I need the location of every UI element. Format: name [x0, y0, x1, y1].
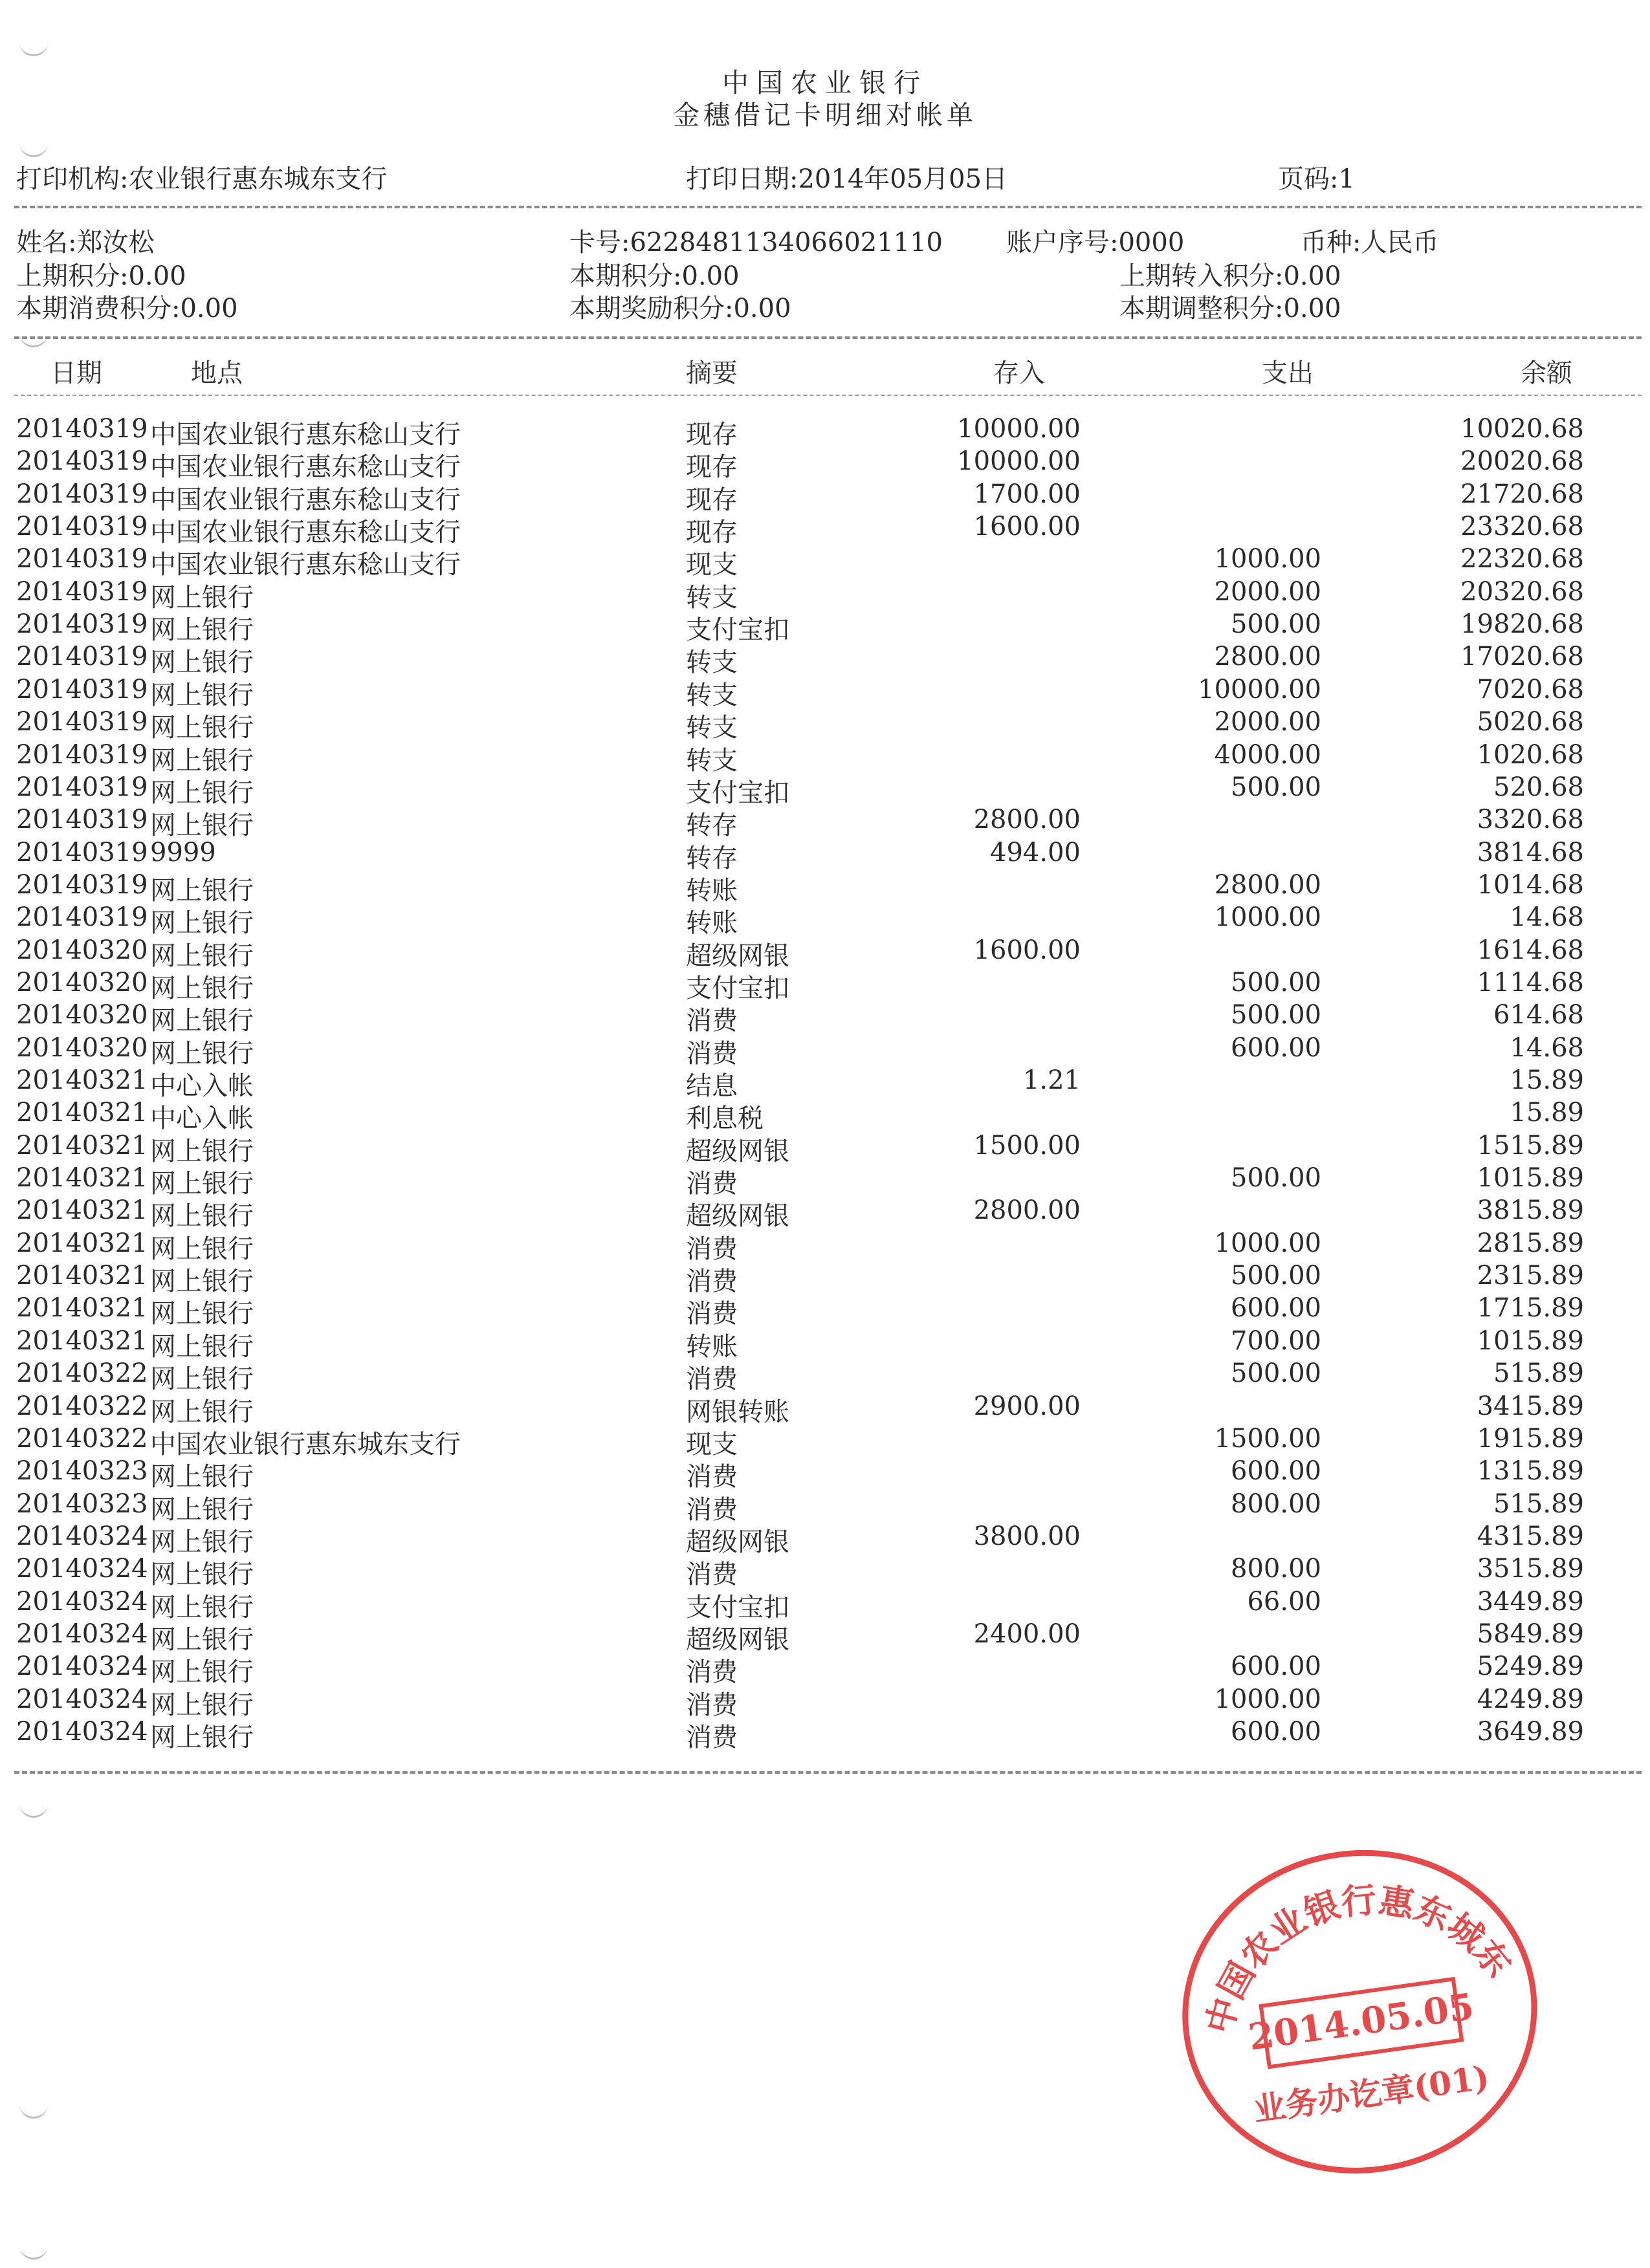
divider	[14, 206, 1642, 208]
account-name: 姓名:郑汝松	[16, 228, 155, 257]
curr-points: 本期积分:0.00	[569, 261, 740, 291]
cell-withdraw: 600.00	[1231, 1032, 1321, 1063]
cell-balance: 5249.89	[1477, 1652, 1584, 1682]
cell-withdraw: 500.00	[1231, 772, 1321, 802]
binder-hole	[19, 2102, 48, 2119]
currency: 币种:人民币	[1301, 228, 1439, 257]
cell-deposit: 1700.00	[973, 479, 1081, 509]
table-row	[0, 1456, 1650, 1492]
table-row	[0, 1130, 1650, 1166]
seal-outer-text: 中国农业银行惠东城东支行	[1198, 1879, 1520, 2038]
col-balance: 余额	[1521, 358, 1572, 388]
cell-summary: 超级网银	[686, 1624, 789, 1655]
cell-deposit: 2900.00	[973, 1391, 1081, 1421]
account-seq: 账户序号:0000	[1006, 228, 1185, 257]
cell-balance: 1014.68	[1477, 869, 1584, 900]
cell-date: 20140319	[16, 642, 148, 672]
table-row	[0, 446, 1650, 483]
cell-withdraw: 4000.00	[1214, 739, 1321, 770]
cell-balance: 1015.89	[1477, 1163, 1584, 1194]
cell-date: 20140320	[16, 967, 148, 998]
bank-name: 中国农业银行	[722, 67, 928, 98]
cell-withdraw: 500.00	[1231, 1261, 1321, 1291]
table-row	[0, 1488, 1650, 1525]
cell-date: 20140321	[16, 1098, 148, 1128]
table-row	[0, 805, 1650, 841]
cell-balance: 15.89	[1510, 1098, 1584, 1128]
cell-place: 网上银行	[150, 1136, 254, 1166]
cell-summary: 消费	[686, 1560, 738, 1590]
cell-withdraw: 1000.00	[1214, 1228, 1321, 1258]
cell-withdraw: 2000.00	[1214, 576, 1321, 607]
print-date: 打印日期:2014年05月05日	[686, 164, 1008, 194]
cell-summary: 超级网银	[686, 941, 789, 971]
table-row	[0, 1325, 1650, 1362]
cell-place: 网上银行	[150, 1397, 254, 1427]
cell-deposit: 494.00	[990, 837, 1081, 867]
cell-summary: 消费	[686, 1494, 738, 1525]
cell-date: 20140319	[16, 479, 148, 509]
cell-summary: 超级网银	[686, 1527, 789, 1557]
cell-date: 20140323	[16, 1488, 148, 1519]
cell-date: 20140324	[16, 1619, 148, 1649]
document-title: 金穗借记卡明细对帐单	[673, 100, 977, 131]
prev-transfer-in-points: 上期转入积分:0.00	[1119, 261, 1341, 291]
cell-deposit: 1500.00	[973, 1130, 1081, 1161]
cell-summary: 消费	[686, 1723, 738, 1752]
table-row	[0, 576, 1650, 613]
cell-date: 20140319	[16, 576, 148, 607]
cell-balance: 14.68	[1510, 902, 1584, 933]
cell-withdraw: 800.00	[1231, 1554, 1321, 1584]
cell-date: 20140321	[16, 1195, 148, 1226]
cell-place: 网上银行	[150, 1364, 254, 1395]
cell-summary: 现支	[686, 1429, 738, 1459]
table-row	[0, 1032, 1650, 1069]
cell-withdraw: 500.00	[1231, 1000, 1321, 1030]
cell-balance: 1020.68	[1477, 739, 1584, 770]
cell-summary: 转存	[686, 843, 738, 873]
cell-balance: 614.68	[1493, 1000, 1584, 1030]
cell-balance: 23320.68	[1460, 512, 1584, 542]
cell-summary: 消费	[686, 1038, 738, 1069]
cell-place: 中心入帐	[150, 1071, 254, 1101]
cell-balance: 10020.68	[1460, 414, 1584, 444]
table-row	[0, 1098, 1650, 1134]
seal-inner-text: 业务办讫章(01)	[1251, 2058, 1491, 2129]
cell-place: 网上银行	[150, 811, 254, 841]
cell-withdraw: 10000.00	[1198, 674, 1321, 704]
table-row	[0, 935, 1650, 971]
cell-date: 20140324	[16, 1652, 148, 1682]
cell-date: 20140324	[16, 1554, 148, 1584]
cell-balance: 3814.68	[1477, 837, 1584, 867]
table-row	[0, 1000, 1650, 1036]
cell-withdraw: 500.00	[1231, 609, 1321, 640]
cell-date: 20140319	[16, 414, 148, 444]
cell-place: 网上银行	[150, 1299, 254, 1329]
table-row	[0, 1586, 1650, 1622]
cell-place: 网上银行	[150, 1494, 254, 1525]
cell-date: 20140319	[16, 869, 148, 900]
cell-withdraw: 500.00	[1231, 1163, 1321, 1194]
cell-balance: 20320.68	[1460, 576, 1584, 607]
cell-summary: 消费	[686, 1364, 738, 1395]
cell-withdraw: 66.00	[1247, 1586, 1321, 1617]
cell-place: 网上银行	[150, 908, 254, 939]
cell-withdraw: 800.00	[1231, 1488, 1321, 1519]
cell-balance: 1715.89	[1477, 1293, 1584, 1324]
cell-deposit: 1.21	[1022, 1065, 1081, 1095]
cell-place: 网上银行	[150, 1592, 254, 1622]
seal-date: 2014.05.05	[1246, 1985, 1477, 2059]
cell-balance: 2315.89	[1477, 1261, 1584, 1291]
table-row	[0, 1652, 1650, 1688]
cell-withdraw: 500.00	[1231, 967, 1321, 998]
cell-place: 网上银行	[150, 1657, 254, 1688]
col-summary: 摘要	[686, 358, 738, 388]
cell-date: 20140324	[16, 1684, 148, 1714]
cell-place: 网上银行	[150, 1234, 254, 1264]
divider	[14, 395, 1642, 396]
cell-place: 中国农业银行惠东稔山支行	[150, 420, 461, 450]
cell-summary: 转支	[686, 582, 738, 613]
curr-bonus-points: 本期奖励积分:0.00	[569, 294, 791, 323]
cell-summary: 现支	[686, 550, 738, 580]
cell-balance: 2815.89	[1477, 1228, 1584, 1258]
cell-summary: 转支	[686, 648, 738, 678]
cell-summary: 支付宝扣	[686, 615, 789, 646]
cell-date: 20140319	[16, 512, 148, 542]
cell-balance: 1614.68	[1477, 935, 1584, 965]
table-row	[0, 869, 1650, 906]
cell-balance: 22320.68	[1460, 544, 1584, 574]
cell-summary: 消费	[686, 1299, 738, 1329]
table-row	[0, 1163, 1650, 1199]
cell-summary: 现存	[686, 518, 738, 548]
cell-place: 中国农业银行惠东稔山支行	[150, 452, 461, 483]
cell-date: 20140322	[16, 1391, 148, 1421]
cell-withdraw: 1000.00	[1214, 902, 1321, 933]
col-place: 地点	[191, 358, 243, 388]
cell-date: 20140321	[16, 1261, 148, 1291]
table-row	[0, 544, 1650, 580]
cell-date: 20140321	[16, 1325, 148, 1356]
curr-adjust-points: 本期调整积分:0.00	[1119, 294, 1341, 323]
cell-summary: 消费	[686, 1169, 738, 1199]
cell-balance: 1915.89	[1477, 1423, 1584, 1454]
col-withdraw: 支出	[1262, 358, 1314, 388]
table-row	[0, 707, 1650, 743]
cell-deposit: 10000.00	[957, 446, 1081, 477]
cell-date: 20140321	[16, 1228, 148, 1258]
cell-withdraw: 600.00	[1231, 1652, 1321, 1682]
cell-place: 网上银行	[150, 1331, 254, 1362]
cell-place: 网上银行	[150, 615, 254, 646]
cell-summary: 消费	[686, 1234, 738, 1264]
cell-summary: 转账	[686, 1331, 738, 1362]
cell-place: 网上银行	[150, 648, 254, 678]
cell-place: 中国农业银行惠东稔山支行	[150, 518, 461, 548]
cell-date: 20140321	[16, 1065, 148, 1095]
cell-summary: 消费	[686, 1690, 738, 1720]
cell-summary: 支付宝扣	[686, 778, 789, 808]
cell-deposit: 2800.00	[973, 1195, 1081, 1226]
cell-summary: 利息税	[686, 1104, 764, 1134]
table-row	[0, 772, 1650, 808]
cell-balance: 1315.89	[1477, 1456, 1584, 1487]
cell-deposit: 1600.00	[973, 935, 1081, 965]
cell-withdraw: 600.00	[1231, 1293, 1321, 1324]
cell-date: 20140319	[16, 772, 148, 802]
cell-place: 网上银行	[150, 745, 254, 776]
cell-place: 网上银行	[150, 1038, 254, 1069]
cell-place: 网上银行	[150, 875, 254, 906]
cell-date: 20140321	[16, 1130, 148, 1161]
cell-withdraw: 500.00	[1231, 1358, 1321, 1389]
cell-summary: 消费	[686, 1657, 738, 1688]
cell-balance: 515.89	[1493, 1488, 1584, 1519]
cell-place: 网上银行	[150, 1690, 254, 1720]
cell-date: 20140320	[16, 1000, 148, 1030]
cell-place: 网上银行	[150, 680, 254, 710]
cell-place: 网上银行	[150, 1169, 254, 1199]
cell-date: 20140319	[16, 805, 148, 835]
table-row	[0, 642, 1650, 678]
cell-balance: 15.89	[1510, 1065, 1584, 1095]
cell-withdraw: 1000.00	[1214, 544, 1321, 574]
card-number: 卡号:6228481134066021110	[569, 228, 943, 257]
table-row	[0, 1228, 1650, 1264]
cell-summary: 超级网银	[686, 1136, 789, 1166]
cell-date: 20140323	[16, 1456, 148, 1487]
cell-summary: 现存	[686, 420, 738, 450]
cell-balance: 3515.89	[1477, 1554, 1584, 1584]
cell-date: 20140319	[16, 544, 148, 574]
divider	[14, 336, 1642, 339]
table-row	[0, 1293, 1650, 1329]
cell-deposit: 2400.00	[973, 1619, 1081, 1649]
binder-hole	[19, 40, 48, 56]
table-row	[0, 1358, 1650, 1395]
cell-place: 9999	[150, 837, 216, 867]
cell-balance: 21720.68	[1460, 479, 1584, 509]
cell-date: 20140324	[16, 1717, 148, 1747]
cell-summary: 转支	[686, 680, 738, 710]
cell-balance: 3449.89	[1477, 1586, 1584, 1617]
cell-place: 网上银行	[150, 941, 254, 971]
cell-balance: 14.68	[1510, 1032, 1584, 1063]
cell-place: 网上银行	[150, 1527, 254, 1557]
table-row	[0, 1619, 1650, 1655]
cell-summary: 支付宝扣	[686, 973, 789, 1003]
cell-date: 20140319	[16, 902, 148, 933]
table-row	[0, 837, 1650, 873]
cell-balance: 5020.68	[1477, 707, 1584, 737]
cell-date: 20140320	[16, 935, 148, 965]
cell-date: 20140319	[16, 739, 148, 770]
table-row	[0, 609, 1650, 646]
table-row	[0, 1423, 1650, 1459]
table-row	[0, 1717, 1650, 1752]
table-row	[0, 1684, 1650, 1720]
cell-place: 网上银行	[150, 1006, 254, 1036]
binder-hole	[19, 2243, 48, 2260]
cell-balance: 7020.68	[1477, 674, 1584, 704]
col-deposit: 存入	[993, 358, 1045, 388]
cell-place: 网上银行	[150, 778, 254, 808]
cell-place: 中国农业银行惠东稔山支行	[150, 550, 461, 580]
cell-withdraw: 1000.00	[1214, 1684, 1321, 1714]
prev-points: 上期积分:0.00	[16, 261, 186, 291]
cell-summary: 转支	[686, 713, 738, 743]
cell-place: 网上银行	[150, 1267, 254, 1297]
cell-date: 20140324	[16, 1521, 148, 1551]
cell-date: 20140319	[16, 609, 148, 640]
binder-hole	[19, 331, 48, 347]
table-row	[0, 479, 1650, 515]
cell-balance: 20020.68	[1460, 446, 1584, 477]
cell-summary: 转账	[686, 875, 738, 906]
cell-withdraw: 2800.00	[1214, 642, 1321, 672]
cell-balance: 515.89	[1493, 1358, 1584, 1389]
cell-date: 20140321	[16, 1163, 148, 1194]
cell-balance: 4249.89	[1477, 1684, 1584, 1714]
curr-consume-points: 本期消费积分:0.00	[16, 294, 238, 323]
cell-balance: 520.68	[1493, 772, 1584, 802]
cell-balance: 1015.89	[1477, 1325, 1584, 1356]
cell-date: 20140319	[16, 674, 148, 704]
cell-summary: 结息	[686, 1071, 738, 1101]
col-date: 日期	[50, 358, 102, 388]
table-row	[0, 1195, 1650, 1232]
cell-place: 网上银行	[150, 1560, 254, 1590]
cell-date: 20140319	[16, 837, 148, 867]
divider	[14, 1771, 1642, 1774]
cell-balance: 3649.89	[1477, 1717, 1584, 1747]
table-row	[0, 1391, 1650, 1427]
cell-place: 网上银行	[150, 1723, 254, 1752]
cell-deposit: 1600.00	[973, 512, 1081, 542]
cell-withdraw: 600.00	[1231, 1717, 1321, 1747]
cell-balance: 3415.89	[1477, 1391, 1584, 1421]
cell-balance: 17020.68	[1460, 642, 1584, 672]
binder-hole	[19, 141, 48, 157]
cell-date: 20140322	[16, 1423, 148, 1454]
table-row	[0, 902, 1650, 939]
cell-balance: 1515.89	[1477, 1130, 1584, 1161]
cell-date: 20140322	[16, 1358, 148, 1389]
cell-balance: 3320.68	[1477, 805, 1584, 835]
cell-place: 中国农业银行惠东城东支行	[150, 1429, 461, 1459]
cell-summary: 消费	[686, 1267, 738, 1297]
cell-summary: 现存	[686, 452, 738, 483]
table-row	[0, 1554, 1650, 1590]
cell-withdraw: 2800.00	[1214, 869, 1321, 900]
cell-summary: 超级网银	[686, 1201, 789, 1232]
cell-withdraw: 700.00	[1231, 1325, 1321, 1356]
cell-summary: 支付宝扣	[686, 1592, 789, 1622]
cell-withdraw: 1500.00	[1214, 1423, 1321, 1454]
cell-date: 20140321	[16, 1293, 148, 1324]
cell-place: 中国农业银行惠东稔山支行	[150, 485, 461, 515]
cell-place: 网上银行	[150, 582, 254, 613]
cell-date: 20140319	[16, 446, 148, 477]
cell-balance: 3815.89	[1477, 1195, 1584, 1226]
table-row	[0, 739, 1650, 776]
cell-place: 中心入帐	[150, 1104, 254, 1134]
cell-deposit: 3800.00	[973, 1521, 1081, 1551]
cell-date: 20140320	[16, 1032, 148, 1063]
cell-withdraw: 2000.00	[1214, 707, 1321, 737]
cell-deposit: 2800.00	[973, 805, 1081, 835]
cell-place: 网上银行	[150, 1201, 254, 1232]
binder-hole	[19, 1802, 48, 1818]
cell-summary: 消费	[686, 1462, 738, 1492]
cell-summary: 网银转账	[686, 1397, 789, 1427]
cell-summary: 转存	[686, 811, 738, 841]
cell-summary: 消费	[686, 1006, 738, 1036]
cell-summary: 转支	[686, 745, 738, 776]
table-row	[0, 1065, 1650, 1101]
bank-seal	[1165, 1811, 1553, 2199]
cell-place: 网上银行	[150, 1462, 254, 1492]
cell-place: 网上银行	[150, 973, 254, 1003]
cell-balance: 4315.89	[1477, 1521, 1584, 1551]
cell-deposit: 10000.00	[957, 414, 1081, 444]
table-row	[0, 414, 1650, 450]
cell-balance: 5849.89	[1477, 1619, 1584, 1649]
table-row	[0, 512, 1650, 548]
cell-summary: 转账	[686, 908, 738, 939]
page-number: 页码:1	[1278, 164, 1355, 194]
cell-summary: 现存	[686, 485, 738, 515]
cell-date: 20140324	[16, 1586, 148, 1617]
print-org: 打印机构:农业银行惠东城东支行	[16, 164, 388, 194]
table-row	[0, 1261, 1650, 1297]
table-row	[0, 1521, 1650, 1557]
cell-balance: 19820.68	[1460, 609, 1584, 640]
table-row	[0, 967, 1650, 1003]
cell-withdraw: 600.00	[1231, 1456, 1321, 1487]
cell-date: 20140319	[16, 707, 148, 737]
cell-place: 网上银行	[150, 1624, 254, 1655]
cell-balance: 1114.68	[1477, 967, 1584, 998]
table-row	[0, 674, 1650, 710]
cell-place: 网上银行	[150, 713, 254, 743]
